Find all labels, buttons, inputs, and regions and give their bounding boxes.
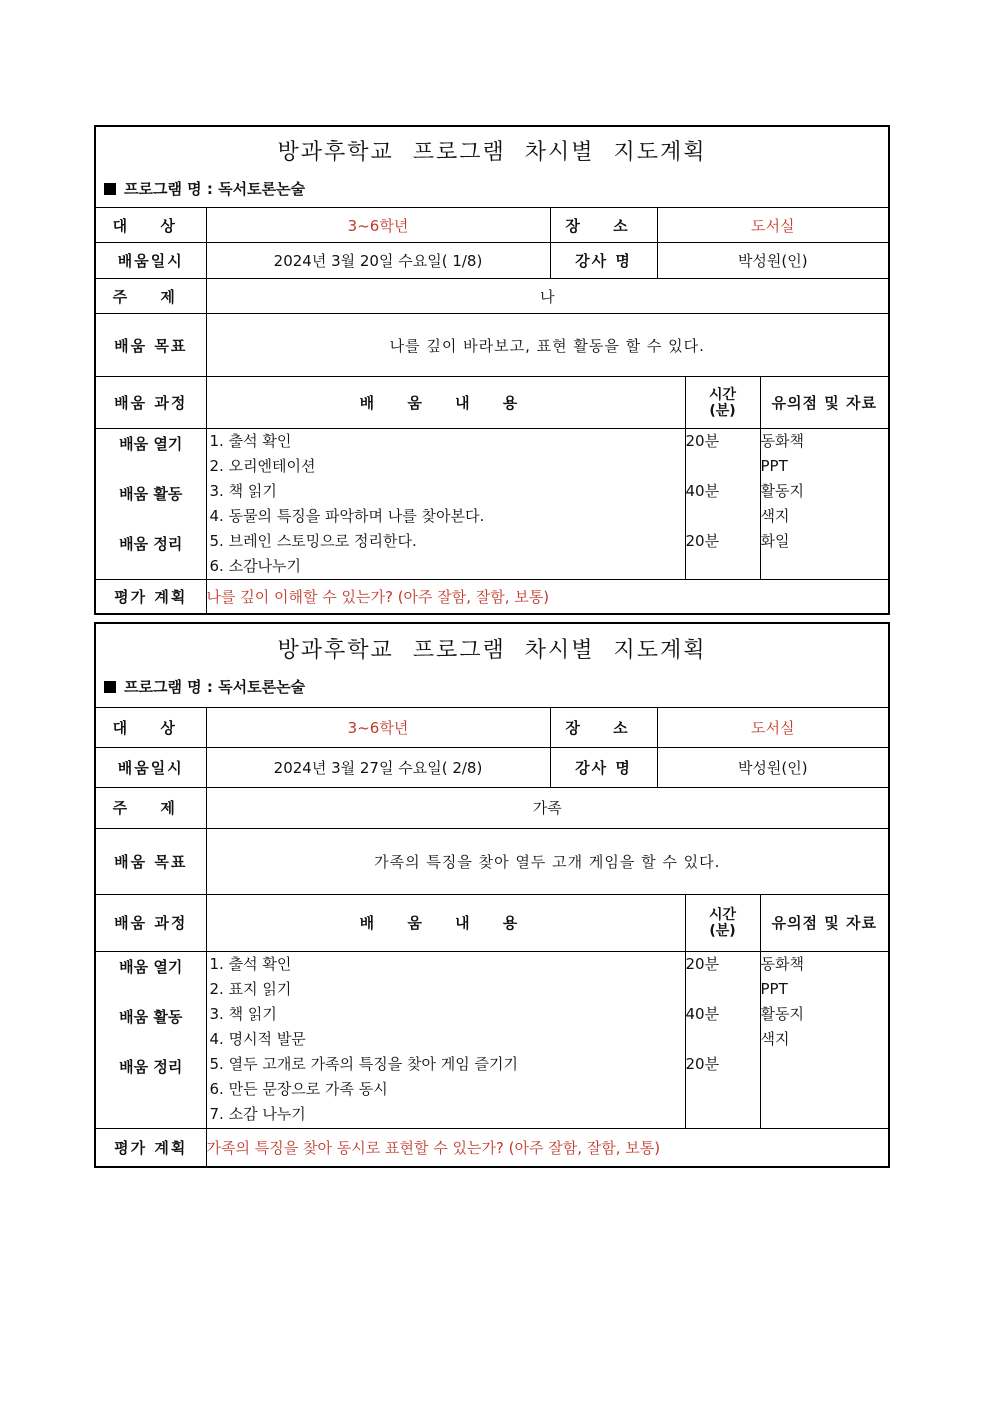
material-item: 색지	[760, 1029, 790, 1048]
topic-label: 주 제	[95, 787, 206, 828]
list-item: 1. 출석 확인	[209, 954, 292, 973]
time-unit-label: (분)	[709, 402, 736, 419]
topic-label: 주 제	[95, 279, 206, 314]
list-item: 3. 책 읽기	[209, 482, 277, 500]
time-label: 시간	[708, 906, 737, 923]
square-bullet-icon	[104, 183, 116, 195]
materials-label: 유의점 및 자료	[760, 894, 889, 951]
material-item: PPT	[760, 979, 788, 998]
square-bullet-icon	[104, 681, 116, 693]
list-item: 2. 오리엔테이션	[209, 457, 316, 475]
list-item: 5. 열두 고개로 가족의 특징을 찾아 게임 즐기기	[209, 1054, 519, 1073]
content-cell	[206, 951, 685, 1128]
target-label: 대 상	[95, 208, 206, 243]
time-value: 20분	[685, 1054, 720, 1073]
stage-open: 배움 열기	[119, 435, 183, 453]
materials-cell	[760, 951, 889, 1128]
target-label: 대 상	[95, 707, 206, 747]
material-item: 활동지	[760, 1004, 804, 1023]
eval-label: 평가 계획	[95, 1128, 206, 1167]
goal-value: 가족의 특징을 찾아 열두 고개 게임을 할 수 있다.	[206, 828, 889, 894]
materials-label: 유의점 및 자료	[760, 377, 889, 429]
target-value: 3~6학년	[206, 707, 550, 747]
stage-activity: 배움 활동	[119, 485, 183, 503]
lesson-plan-2	[94, 622, 890, 1168]
content-cell	[206, 429, 685, 580]
content-label: 배 움 내 용	[206, 377, 685, 429]
materials-cell	[760, 429, 889, 580]
date-label: 배움일시	[95, 243, 206, 279]
time-unit-label: (분)	[709, 922, 736, 939]
program-label: 프로그램 명 : 독서토론논술	[124, 678, 306, 697]
header-cell	[95, 126, 889, 208]
lesson-plan-1	[94, 125, 890, 615]
program-name	[96, 664, 888, 705]
material-item: 화일	[760, 532, 790, 550]
place-value: 도서실	[657, 707, 889, 747]
list-item: 6. 소감나누기	[209, 557, 302, 575]
time-header	[685, 377, 760, 429]
process-label: 배움 과정	[95, 377, 206, 429]
program-name	[96, 166, 888, 207]
date-label: 배움일시	[95, 747, 206, 787]
teacher-label: 강사 명	[550, 747, 657, 787]
eval-value: 가족의 특징을 찾아 동시로 표현할 수 있는가? (아주 잘함, 잘함, 보통)	[206, 1128, 889, 1167]
list-item: 4. 명시적 발문	[209, 1029, 306, 1048]
time-label: 시간	[708, 386, 737, 403]
list-item: 2. 표지 읽기	[209, 979, 292, 998]
material-item: 색지	[760, 507, 790, 525]
time-value: 40분	[685, 482, 720, 500]
topic-value: 나	[206, 279, 889, 314]
place-label: 장 소	[550, 208, 657, 243]
list-item: 7. 소감 나누기	[209, 1104, 306, 1123]
list-item: 3. 책 읽기	[209, 1004, 277, 1023]
date-value: 2024년 3월 27일 수요일( 2/8)	[206, 747, 550, 787]
content-label: 배 움 내 용	[206, 894, 685, 951]
list-item: 6. 만든 문장으로 가족 동시	[209, 1079, 388, 1098]
list-item: 4. 동물의 특징을 파악하며 나를 찾아본다.	[209, 507, 485, 525]
place-value: 도서실	[657, 208, 889, 243]
stages-cell	[95, 429, 206, 580]
material-item: PPT	[760, 457, 788, 475]
stage-open: 배움 열기	[119, 957, 183, 976]
material-item: 동화책	[760, 954, 804, 973]
times-cell	[685, 429, 760, 580]
stage-close: 배움 정리	[119, 535, 183, 553]
goal-value: 나를 깊이 바라보고, 표현 활동을 할 수 있다.	[206, 314, 889, 377]
material-item: 동화책	[760, 432, 804, 450]
teacher-value: 박성원(인)	[657, 747, 889, 787]
topic-value: 가족	[206, 787, 889, 828]
teacher-label: 강사 명	[550, 243, 657, 279]
goal-label: 배움 목표	[95, 314, 206, 377]
list-item: 5. 브레인 스토밍으로 정리한다.	[209, 532, 417, 550]
plan-title: 방과후학교 프로그램 차시별 지도계획	[277, 638, 707, 664]
time-header	[685, 894, 760, 951]
eval-label: 평가 계획	[95, 580, 206, 614]
teacher-value: 박성원(인)	[657, 243, 889, 279]
program-label: 프로그램 명 : 독서토론논술	[124, 180, 306, 198]
process-label: 배움 과정	[95, 894, 206, 951]
plan-title: 방과후학교 프로그램 차시별 지도계획	[277, 140, 707, 165]
stage-activity: 배움 활동	[119, 1007, 183, 1026]
time-value: 20분	[685, 532, 720, 550]
header-cell	[95, 623, 889, 707]
place-label: 장 소	[550, 707, 657, 747]
goal-label: 배움 목표	[95, 828, 206, 894]
eval-value: 나를 깊이 이해할 수 있는가? (아주 잘함, 잘함, 보통)	[206, 580, 889, 614]
list-item: 1. 출석 확인	[209, 432, 292, 450]
time-value: 40분	[685, 1004, 720, 1023]
stage-close: 배움 정리	[119, 1057, 183, 1076]
time-value: 20분	[685, 432, 720, 450]
stages-cell	[95, 951, 206, 1128]
material-item: 활동지	[760, 482, 804, 500]
time-value: 20분	[685, 954, 720, 973]
target-value: 3~6학년	[206, 208, 550, 243]
times-cell	[685, 951, 760, 1128]
date-value: 2024년 3월 20일 수요일( 1/8)	[206, 243, 550, 279]
